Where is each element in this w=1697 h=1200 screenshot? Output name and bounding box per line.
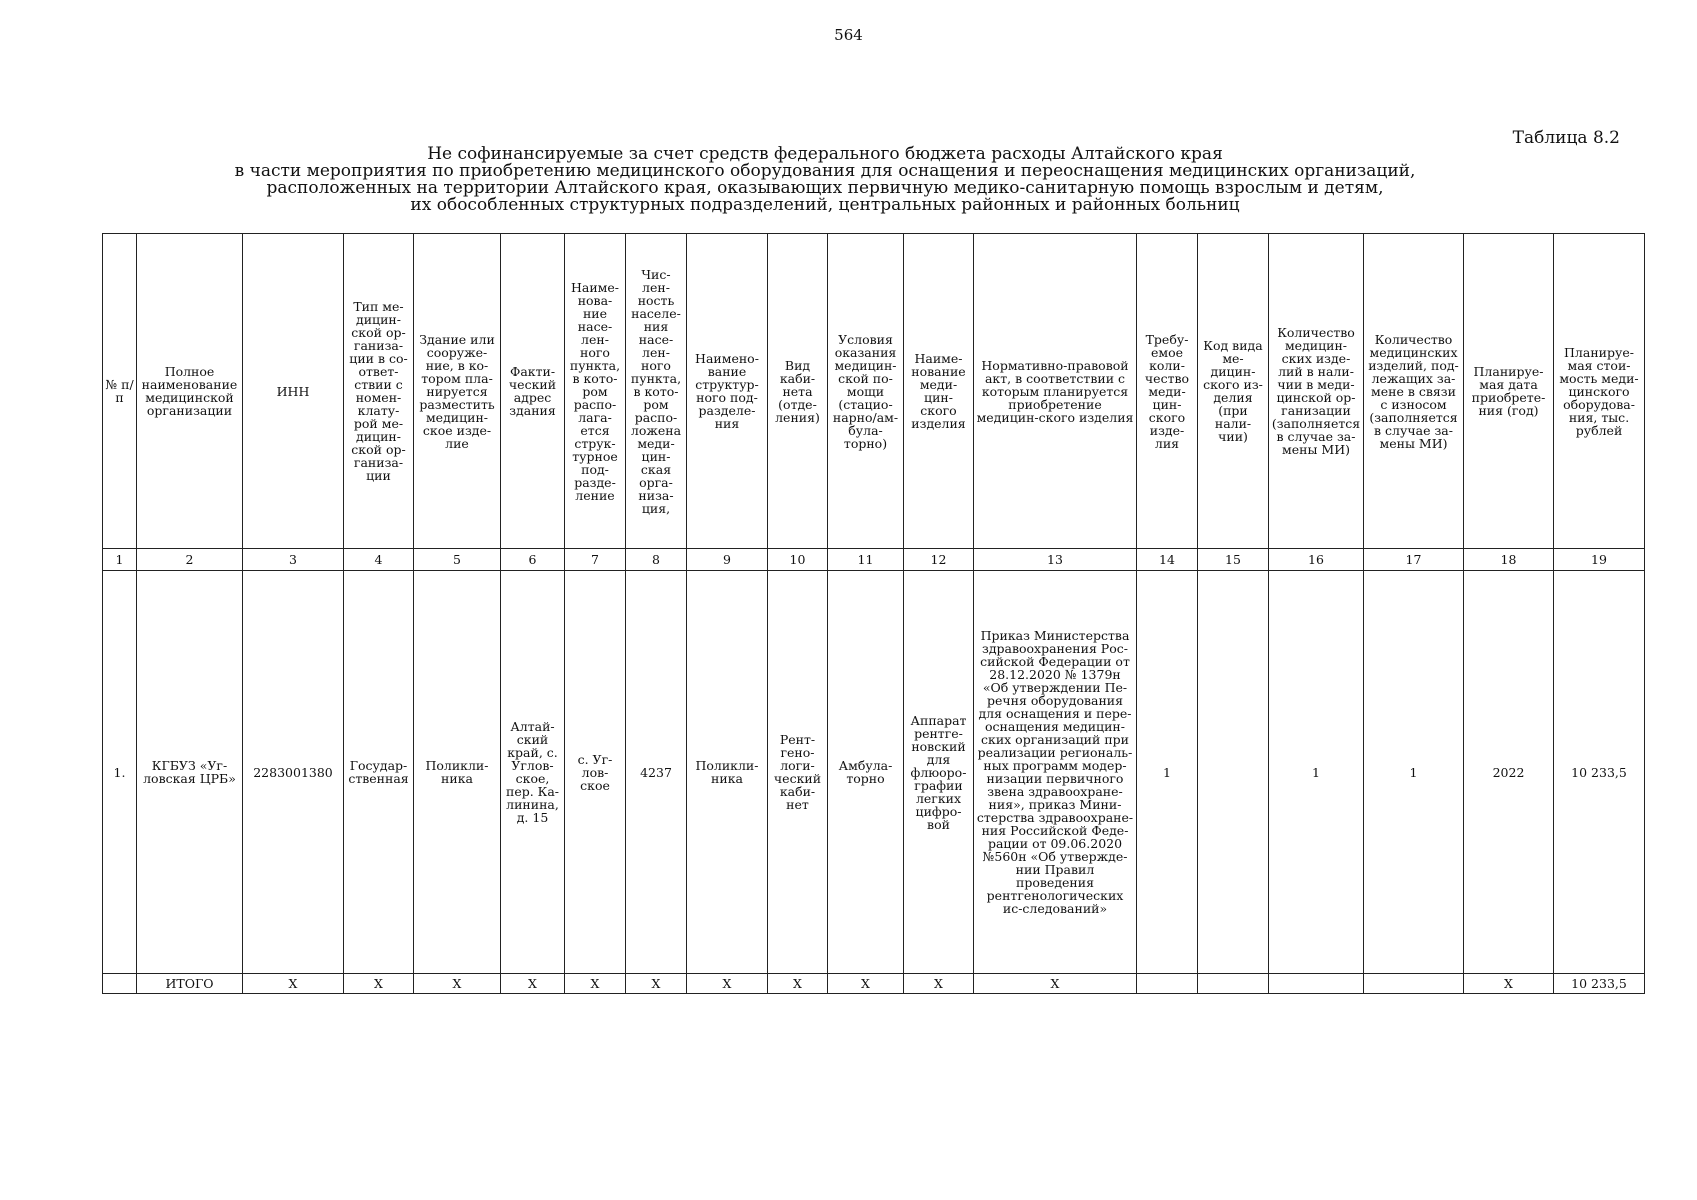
column-number: 5 <box>414 549 501 571</box>
total-cell: Х <box>344 974 414 994</box>
column-number: 16 <box>1269 549 1364 571</box>
total-cell <box>1269 974 1364 994</box>
table-cell: Алтай-ский край, с. Углов-ское, пер. Ка-линина, д. 15 <box>501 571 565 974</box>
column-number: 12 <box>904 549 974 571</box>
header-cell: Здание или сооруже-ние, в ко-тором пла-нируется разместить медицин-ское изде-лие <box>414 234 501 549</box>
title-line: Не софинансируемые за счет средств федерального бюджета расходы Алтайского края <box>427 144 1223 164</box>
total-cell: Х <box>243 974 344 994</box>
header-cell: Наиме-нова-ние насе-лен-ного пункта, в кото-ром распо-лага-ется струк-турное под-разде-ление <box>565 234 626 549</box>
table-cell: 1 <box>1364 571 1464 974</box>
table-cell: с. Уг-лов-ское <box>565 571 626 974</box>
title-line: в части мероприятия по приобретению медицинского оборудования для оснащения и переоснащения медицинских организаций, <box>234 161 1416 181</box>
column-number: 4 <box>344 549 414 571</box>
column-number: 17 <box>1364 549 1464 571</box>
column-number: 11 <box>828 549 904 571</box>
total-cell: Х <box>501 974 565 994</box>
header-cell: Требу-емое коли-чество меди-цин-ского изде-лия <box>1137 234 1198 549</box>
header-cell: Нормативно-правовой акт, в соответствии с которым планируется приобретение медицин-ского изделия <box>974 234 1137 549</box>
column-number: 13 <box>974 549 1137 571</box>
table-cell: 4237 <box>626 571 687 974</box>
table-cell: 1 <box>1269 571 1364 974</box>
title-line: их обособленных структурных подразделений, центральных районных и районных больниц <box>410 195 1240 215</box>
table-cell <box>1198 571 1269 974</box>
table-cell: Амбула-торно <box>828 571 904 974</box>
total-cell: Х <box>904 974 974 994</box>
column-number: 9 <box>687 549 768 571</box>
page-number: 564 <box>834 26 863 44</box>
column-number: 1 <box>103 549 137 571</box>
header-cell: Код вида ме-дицин-ского из-делия (при нали-чии) <box>1198 234 1269 549</box>
column-number: 19 <box>1554 549 1645 571</box>
header-cell: ИНН <box>243 234 344 549</box>
table-cell: Рент-гено-логи-ческий каби-нет <box>768 571 828 974</box>
header-cell: Количество медицин-ских изде-лий в нали-чии в меди-цинской ор-ганизации (заполняется в случае за-мены МИ) <box>1269 234 1364 549</box>
table-cell: Поликли-ника <box>414 571 501 974</box>
header-cell: Наимено-вание структур-ного под-разделе-ния <box>687 234 768 549</box>
column-number: 14 <box>1137 549 1198 571</box>
total-cell <box>1364 974 1464 994</box>
document-title <box>100 146 1550 214</box>
table-cell: 1. <box>103 571 137 974</box>
total-cell: Х <box>828 974 904 994</box>
title-line: расположенных на территории Алтайского края, оказывающих первичную медико-санитарную помощь взрослым и детям, <box>266 178 1384 198</box>
total-cell <box>103 974 137 994</box>
header-cell: Тип ме-дицин-ской ор-ганиза-ции в со-ответ-ствии с номен-клату-рой ме-дицин-ской ор-ганиза-ции <box>344 234 414 549</box>
total-row <box>103 974 1645 994</box>
header-cell: Наиме-нование меди-цин-ского изделия <box>904 234 974 549</box>
table-cell: Приказ Министерства здравоохранения Рос-сийской Федерации от 28.12.2020 № 1379н «Об утверждении Пе-речня оборудования для оснащения и пере-оснащения медицин-ских организаций при реализации региональ-ных программ модер-низации первичного звена здравоохране-ния», приказ Мини-стерства здравоохране-ния Российской Феде-рации от 09.06.2020 №560н «Об утвержде-нии Правил проведения рентгенологических ис-следований» <box>974 571 1137 974</box>
column-number: 2 <box>137 549 243 571</box>
total-cell: Х <box>768 974 828 994</box>
header-cell: Условия оказания медицин-ской по-мощи (стацио-нарно/ам-була-торно) <box>828 234 904 549</box>
header-cell: Количество медицинских изделий, под-лежащих за-мене в связи с износом (заполняется в случае за-мены МИ) <box>1364 234 1464 549</box>
header-row <box>103 234 1645 549</box>
column-number: 15 <box>1198 549 1269 571</box>
total-cell: Х <box>626 974 687 994</box>
column-number-row <box>103 549 1645 571</box>
header-cell: Планируе-мая дата приобрете-ния (год) <box>1464 234 1554 549</box>
table-label: Таблица 8.2 <box>1512 128 1620 148</box>
expense-table <box>102 233 1645 994</box>
total-cell: 10 233,5 <box>1554 974 1645 994</box>
total-cell: Х <box>1464 974 1554 994</box>
header-cell: Планируе-мая стои-мость меди-цинского оборудова-ния, тыс. рублей <box>1554 234 1645 549</box>
header-cell: Вид каби-нета (отде-ления) <box>768 234 828 549</box>
table-cell: 2283001380 <box>243 571 344 974</box>
header-cell: Чис-лен-ность населе-ния насе-лен-ного пункта, в кото-ром распо-ложена меди-цин-ская орга-низа-ция, <box>626 234 687 549</box>
table-cell: 1 <box>1137 571 1198 974</box>
total-cell: Х <box>565 974 626 994</box>
table-cell: 2022 <box>1464 571 1554 974</box>
table-cell: Государ-ственная <box>344 571 414 974</box>
total-cell: Х <box>687 974 768 994</box>
total-cell: ИТОГО <box>137 974 243 994</box>
column-number: 7 <box>565 549 626 571</box>
table-row <box>103 571 1645 974</box>
header-cell: Полное наименование медицинской организации <box>137 234 243 549</box>
column-number: 18 <box>1464 549 1554 571</box>
table-cell: Поликли-ника <box>687 571 768 974</box>
header-cell: № п/п <box>103 234 137 549</box>
total-cell <box>1198 974 1269 994</box>
table-cell: Аппарат рентге-новский для флюоро-графии легких цифро-вой <box>904 571 974 974</box>
total-cell: Х <box>974 974 1137 994</box>
column-number: 8 <box>626 549 687 571</box>
column-number: 10 <box>768 549 828 571</box>
table-cell: 10 233,5 <box>1554 571 1645 974</box>
column-number: 6 <box>501 549 565 571</box>
total-cell <box>1137 974 1198 994</box>
total-cell: Х <box>414 974 501 994</box>
header-cell: Факти-ческий адрес здания <box>501 234 565 549</box>
column-number: 3 <box>243 549 344 571</box>
table-cell: КГБУЗ «Уг-ловская ЦРБ» <box>137 571 243 974</box>
